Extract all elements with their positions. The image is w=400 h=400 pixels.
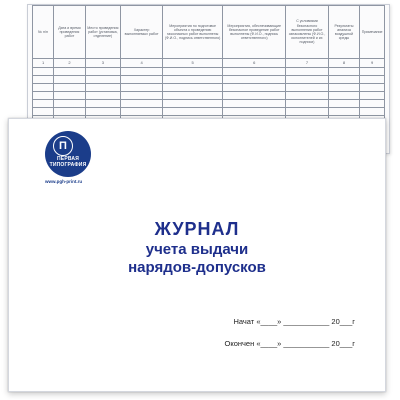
column-number: 6 <box>223 59 286 68</box>
table-header-cell: Мероприятия по подготовке объекта к проведению газоопасных работ выполнены (Ф.И.О., подпись ответственного) <box>163 6 223 59</box>
column-number: 5 <box>163 59 223 68</box>
table-header-cell: Место проведения работ (установка, отделение) <box>85 6 120 59</box>
column-number: 2 <box>54 59 86 68</box>
column-number: 4 <box>120 59 162 68</box>
table-row <box>33 100 385 108</box>
start-date-line: Начат «____» ___________ 20___г <box>233 317 355 326</box>
table-header-cell: № п/п <box>33 6 54 59</box>
journal-cover <box>8 118 386 392</box>
journal-title: ЖУРНАЛ <box>154 219 240 239</box>
logo-text: ПЕРВАЯ ТИПОГРАФИЯ <box>49 156 87 168</box>
table-number-row <box>33 59 385 68</box>
column-number: 9 <box>360 59 385 68</box>
column-number: 8 <box>328 59 360 68</box>
publisher-logo <box>45 131 91 177</box>
table-row <box>33 84 385 92</box>
table-row <box>33 92 385 100</box>
table-header-cell: Примечание <box>360 6 385 59</box>
journal-subtitle-line1: учета выдачи <box>145 241 249 258</box>
table-header-row <box>33 6 385 59</box>
end-date-line: Окончен «____» ___________ 20___г <box>224 339 355 348</box>
table-header-cell: Мероприятия, обеспечивающие безопасное проведение работ выполнены (Ф.И.О., подпись ответственного) <box>223 6 286 59</box>
table-header-cell: Характер выполняемых работ <box>120 6 162 59</box>
logo-mark-icon: П <box>53 136 73 156</box>
table-header-cell: Результаты анализа воздушной среды <box>328 6 360 59</box>
table-row <box>33 76 385 84</box>
table-row <box>33 108 385 116</box>
column-number: 3 <box>85 59 120 68</box>
table-header-cell: С условиями безопасного выполнения работ ознакомлены (Ф.И.О., исполнителей и их подписи) <box>286 6 328 59</box>
table-row <box>33 68 385 76</box>
column-number: 1 <box>33 59 54 68</box>
publisher-url: www.pgh-print.ru <box>45 179 83 184</box>
journal-subtitle-line2: нарядов-допусков <box>128 259 266 276</box>
table-header-cell: Дата и время проведения работ <box>54 6 86 59</box>
column-number: 7 <box>286 59 328 68</box>
